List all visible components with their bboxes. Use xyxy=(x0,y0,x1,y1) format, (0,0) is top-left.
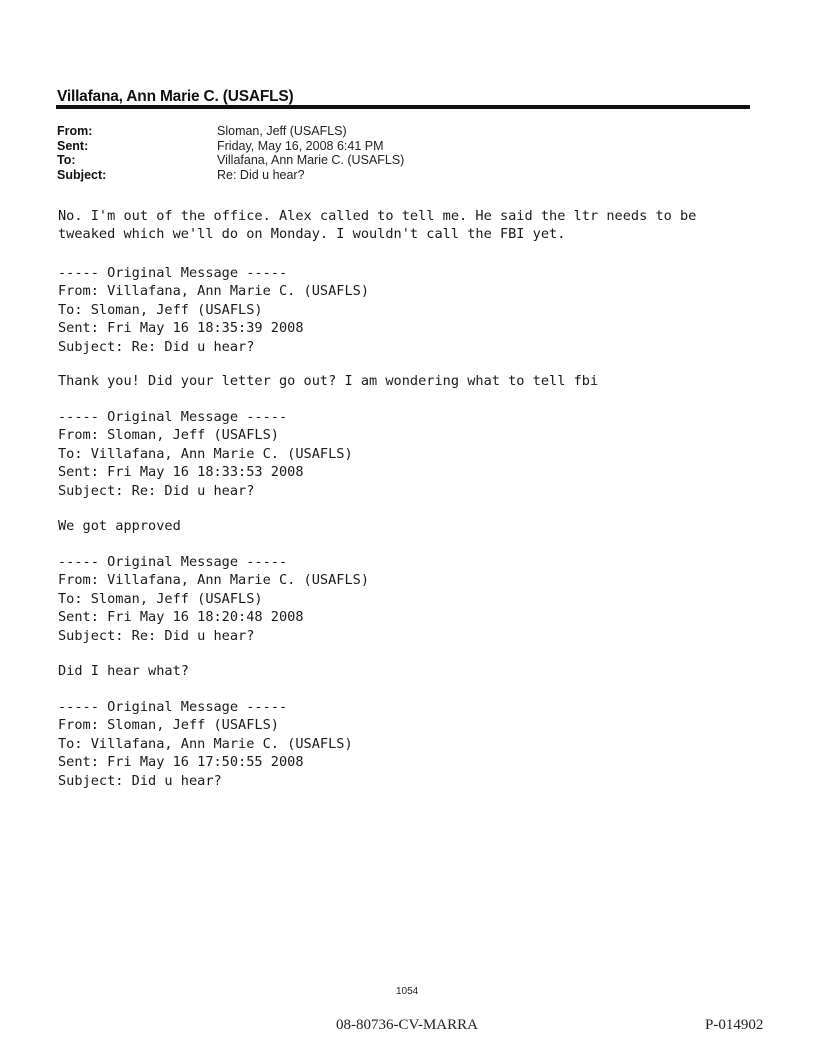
from-value: Sloman, Jeff (USAFLS) xyxy=(217,124,347,138)
bates-number: P-014902 xyxy=(705,1017,764,1033)
header-row-from xyxy=(57,124,404,139)
subject-label: Subject: xyxy=(57,167,107,182)
title-underline-rule xyxy=(56,105,750,109)
message-separator: ----- Original Message ----- xyxy=(58,699,288,715)
message-body-2: We got approved xyxy=(58,518,181,534)
message-subject: Subject: Did u hear? xyxy=(58,772,222,789)
message-separator: ----- Original Message ----- xyxy=(58,554,288,570)
message-from: From: Sloman, Jeff (USAFLS) xyxy=(58,427,279,444)
message-sent: Sent: Fri May 16 18:35:39 2008 xyxy=(58,320,304,337)
header-row-to xyxy=(57,153,404,168)
message-subject: Subject: Re: Did u hear? xyxy=(58,338,255,355)
message-from: From: Sloman, Jeff (USAFLS) xyxy=(58,717,279,734)
message-subject: Subject: Re: Did u hear? xyxy=(58,627,255,644)
from-label: From: xyxy=(57,124,93,138)
quoted-message-4 xyxy=(58,698,758,790)
message-from: From: Villafana, Ann Marie C. (USAFLS) xyxy=(58,572,369,589)
subject-value: Re: Did u hear? xyxy=(217,167,305,182)
message-body-1: Thank you! Did your letter go out? I am wondering what to tell fbi xyxy=(58,373,599,389)
quoted-message-1 xyxy=(58,264,758,356)
to-label: To: xyxy=(57,153,76,167)
sent-label: Sent: xyxy=(57,138,89,153)
email-header xyxy=(57,124,404,182)
sent-value: Friday, May 16, 2008 6:41 PM xyxy=(217,138,384,153)
message-subject: Subject: Re: Did u hear? xyxy=(58,482,255,499)
message-body-3: Did I hear what? xyxy=(58,663,189,679)
message-to: To: Villafana, Ann Marie C. (USAFLS) xyxy=(58,735,353,752)
message-from: From: Villafana, Ann Marie C. (USAFLS) xyxy=(58,283,369,300)
message-sent: Sent: Fri May 16 18:20:48 2008 xyxy=(58,609,304,626)
to-value: Villafana, Ann Marie C. (USAFLS) xyxy=(217,153,405,167)
header-row-sent xyxy=(57,139,404,154)
message-sent: Sent: Fri May 16 18:33:53 2008 xyxy=(58,464,304,481)
document-title: Villafana, Ann Marie C. (USAFLS) xyxy=(57,88,294,105)
reply-body: No. I'm out of the office. Alex called to tell me. He said the ltr needs to be tweaked which we'll do on Monday. I wouldn't call the FBI yet. xyxy=(58,208,697,243)
header-row-subject xyxy=(57,168,404,183)
message-separator: ----- Original Message ----- xyxy=(58,265,288,281)
quoted-message-3 xyxy=(58,553,758,645)
case-number: 08-80736-CV-MARRA xyxy=(336,1017,478,1033)
message-to: To: Sloman, Jeff (USAFLS) xyxy=(58,590,263,607)
message-to: To: Villafana, Ann Marie C. (USAFLS) xyxy=(58,445,353,462)
quoted-message-2 xyxy=(58,408,758,500)
message-separator: ----- Original Message ----- xyxy=(58,409,288,425)
message-sent: Sent: Fri May 16 17:50:55 2008 xyxy=(58,754,304,771)
page-number: 1054 xyxy=(396,986,419,997)
message-to: To: Sloman, Jeff (USAFLS) xyxy=(58,301,263,318)
